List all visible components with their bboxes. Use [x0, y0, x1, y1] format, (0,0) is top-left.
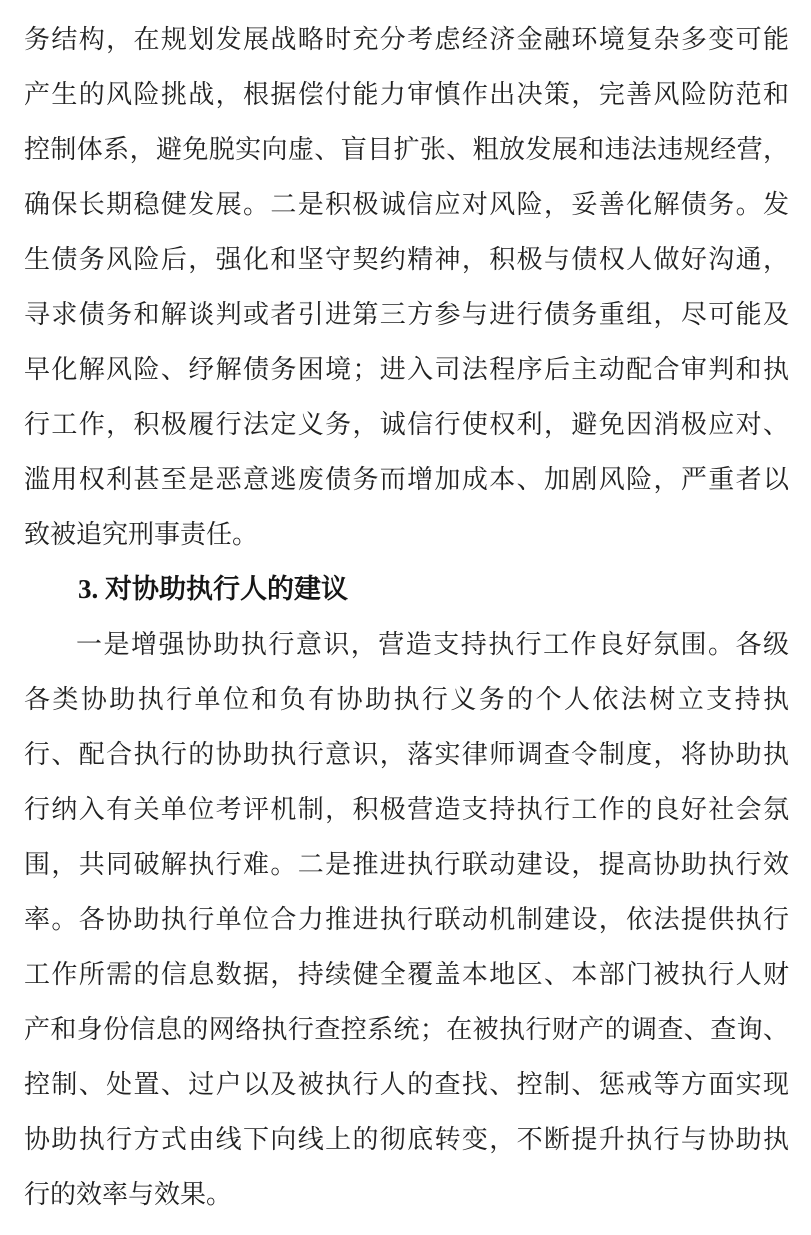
text-line: 行工作，积极履行法定义务，诚信行使权利，避免因消极应对、	[24, 410, 789, 439]
text-line: 产和身份信息的网络执行查控系统；在被执行财产的调查、查询、	[24, 1015, 789, 1044]
text-line: 控制、处置、过户以及被执行人的查找、控制、惩戒等方面实现	[24, 1070, 789, 1099]
text-line: 寻求债务和解谈判或者引进第三方参与进行债务重组，尽可能及	[24, 300, 789, 329]
text-line: 协助执行方式由线下向线上的彻底转变，不断提升执行与协助执	[24, 1125, 789, 1154]
text-line: 滥用权利甚至是恶意逃废债务而增加成本、加剧风险，严重者以	[24, 465, 789, 494]
text-line: 行、配合执行的协助执行意识，落实律师调查令制度，将协助执	[24, 740, 789, 769]
text-line: 务结构，在规划发展战略时充分考虑经济金融环境复杂多变可能	[24, 25, 789, 54]
text-line: 行纳入有关单位考评机制，积极营造支持执行工作的良好社会氛	[24, 795, 789, 824]
text-line: 工作所需的信息数据，持续健全覆盖本地区、本部门被执行人财	[24, 960, 789, 989]
text-line: 各类协助执行单位和负有协助执行义务的个人依法树立支持执	[24, 685, 789, 714]
text-line: 产生的风险挑战，根据偿付能力审慎作出决策，完善风险防范和	[24, 80, 789, 109]
continuation-paragraph	[24, 12, 789, 562]
text-line: 致被追究刑事责任。	[24, 520, 259, 549]
text-line: 率。各协助执行单位合力推进执行联动机制建设，依法提供执行	[24, 905, 789, 934]
text-line: 围，共同破解执行难。二是推进执行联动建设，提高协助执行效	[24, 850, 789, 879]
text-line: 控制体系，避免脱实向虚、盲目扩张、粗放发展和违法违规经营，	[24, 135, 789, 164]
text-line: 行的效率与效果。	[24, 1180, 233, 1209]
section-heading: 3. 对协助执行人的建议	[78, 574, 348, 604]
text-line: 早化解风险、纾解债务困境；进入司法程序后主动配合审判和执	[24, 355, 789, 384]
text-line: 生债务风险后，强化和坚守契约精神，积极与债权人做好沟通，	[24, 245, 789, 274]
section-paragraph	[24, 617, 789, 1222]
text-line: 确保长期稳健发展。二是积极诚信应对风险，妥善化解债务。发	[24, 190, 789, 219]
text-line: 一是增强协助执行意识，营造支持执行工作良好氛围。各级	[76, 630, 789, 659]
